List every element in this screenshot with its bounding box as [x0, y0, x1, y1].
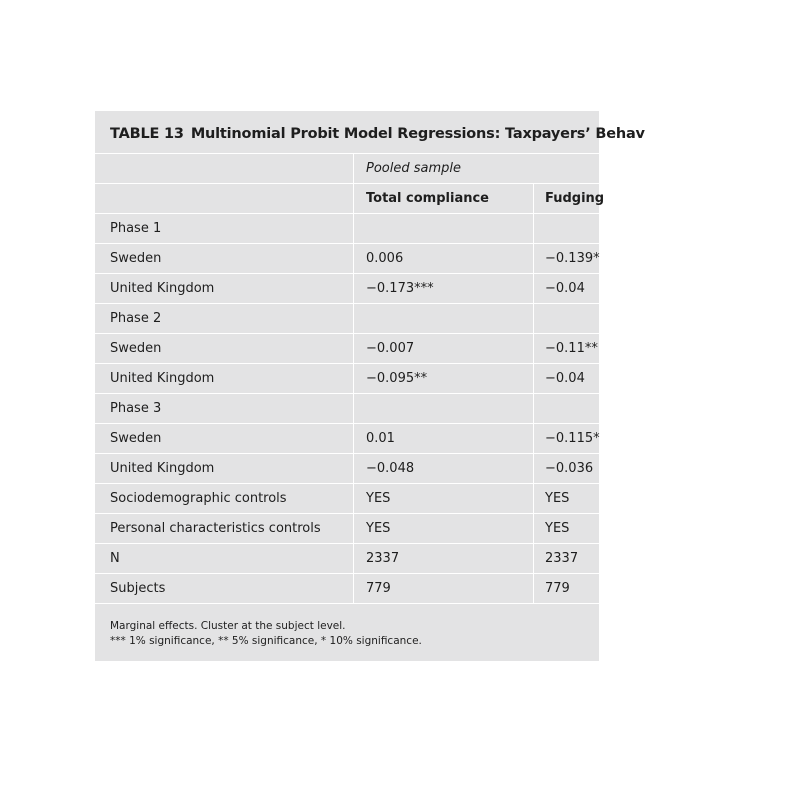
note-line: *** 1% significance, ** 5% significance, * 10% significance.: [110, 635, 422, 647]
cell-total-compliance: −0.173***: [353, 274, 533, 303]
cell-total-compliance: −0.007: [353, 334, 533, 363]
cell-fudging: −0.11**: [533, 334, 733, 363]
cell-fudging: [533, 394, 733, 423]
row-label: Sweden: [110, 431, 162, 446]
cell-total-compliance: 0.006: [353, 244, 533, 273]
cell-total-compliance: [353, 394, 533, 423]
table-row: [95, 424, 795, 454]
cell-total-compliance: YES: [353, 484, 533, 513]
cell-fudging: −0.139*: [533, 244, 733, 273]
note-line: Marginal effects. Cluster at the subject level.: [110, 620, 346, 632]
table-row: [95, 544, 795, 574]
row-label: United Kingdom: [110, 461, 215, 476]
header-row-columns: [95, 184, 795, 214]
table-row: [95, 514, 795, 544]
row-label: Phase 3: [110, 401, 162, 416]
cell-fudging: YES: [533, 514, 733, 543]
cell-fudging: −0.04: [533, 274, 733, 303]
table-row: [95, 454, 795, 484]
row-label: Sociodemographic controls: [110, 491, 287, 506]
cell-fudging: 779: [533, 574, 733, 603]
column-header-fudging: Fudging: [533, 184, 733, 213]
table-panel: [95, 111, 645, 661]
cell-fudging: [533, 214, 733, 243]
cell-total-compliance: 0.01: [353, 424, 533, 453]
group-header-pooled-sample: Pooled sample: [353, 153, 803, 183]
cell-fudging: −0.115*: [533, 424, 733, 453]
column-header-total-compliance: Total compliance: [353, 184, 533, 213]
cell-fudging: −0.036: [533, 454, 733, 483]
cell-fudging: [533, 304, 733, 333]
row-label: Phase 2: [110, 311, 162, 326]
cell-total-compliance: −0.048: [353, 454, 533, 483]
cell-total-compliance: [353, 304, 533, 333]
table-row: [95, 214, 795, 244]
table-number: TABLE 13: [110, 126, 184, 142]
table-title-text: Multinomial Probit Model Regressions: Taxpayers’ Behav: [190, 126, 645, 142]
table-notes: [110, 619, 422, 649]
cell-total-compliance: YES: [353, 514, 533, 543]
row-label: N: [110, 551, 120, 566]
table-title: [110, 126, 645, 142]
table-row: [95, 364, 795, 394]
cell-total-compliance: 779: [353, 574, 533, 603]
row-label: Sweden: [110, 341, 162, 356]
row-label: United Kingdom: [110, 281, 215, 296]
cell-fudging: −0.04: [533, 364, 733, 393]
regression-table: [95, 153, 795, 604]
table-row: [95, 274, 795, 304]
cell-fudging: 2337: [533, 544, 733, 573]
table-row: [95, 484, 795, 514]
cell-total-compliance: 2337: [353, 544, 533, 573]
table-row: [95, 334, 795, 364]
row-label: Phase 1: [110, 221, 162, 236]
row-label: United Kingdom: [110, 371, 215, 386]
row-label: Sweden: [110, 251, 162, 266]
header-row-group: [95, 153, 795, 184]
table-body: [95, 214, 795, 604]
cell-total-compliance: [353, 214, 533, 243]
row-label: Subjects: [110, 581, 166, 596]
table-row: [95, 574, 795, 604]
cell-fudging: YES: [533, 484, 733, 513]
cell-total-compliance: −0.095**: [353, 364, 533, 393]
table-row: [95, 244, 795, 274]
table-row: [95, 304, 795, 334]
row-label: Personal characteristics controls: [110, 521, 321, 536]
table-row: [95, 394, 795, 424]
